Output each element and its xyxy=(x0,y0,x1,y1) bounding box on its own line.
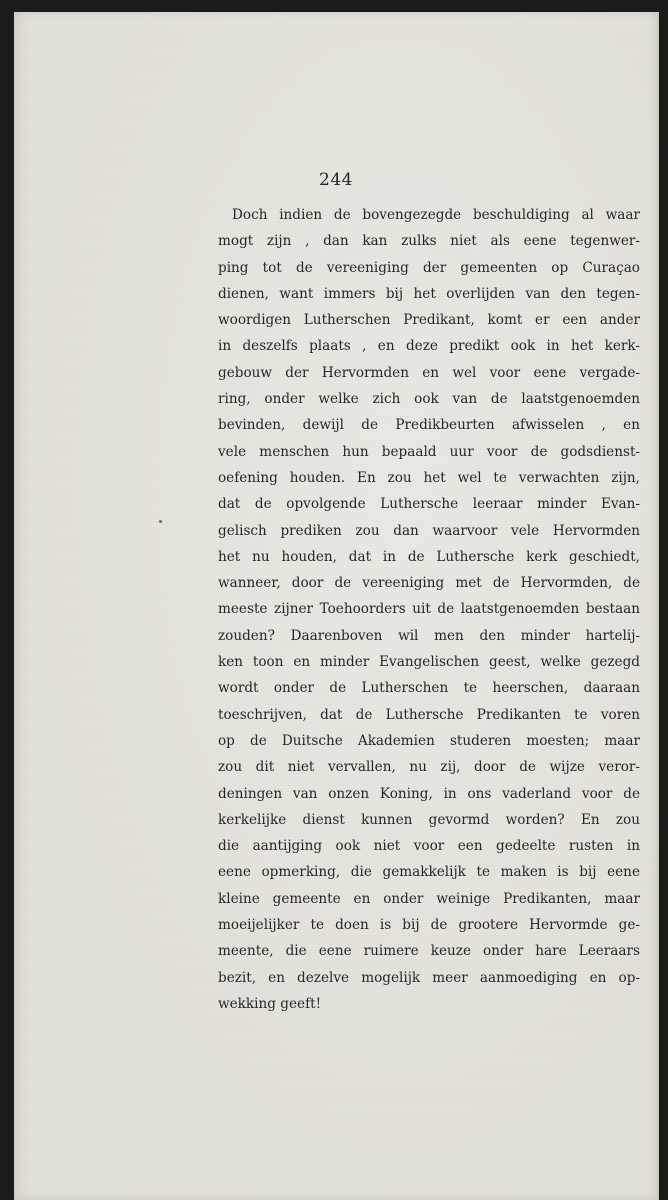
text-line: die aantijging ook niet voor een gedeelte rusten in xyxy=(218,838,640,855)
text-line: ping tot de vereeniging der gemeenten op Curaçao xyxy=(218,259,640,276)
text-line: wekking geeft! xyxy=(218,995,322,1012)
text-line: dienen, want immers bij het overlijden van den tegen- xyxy=(218,285,640,302)
text-line: bezit, en dezelve mogelijk meer aanmoediging en op- xyxy=(218,969,640,986)
text-line: gebouw der Hervormden en wel voor eene vergade- xyxy=(218,364,640,381)
text-line: bevinden, dewijl de Predikbeurten afwisselen , en xyxy=(218,417,640,434)
text-line: meente, die eene ruimere keuze onder hare Leeraars xyxy=(218,943,640,960)
text-line: mogt zijn , dan kan zulks niet als eene tegenwer- xyxy=(218,233,640,250)
text-line: toeschrijven, dat de Luthersche Predikanten te voren xyxy=(218,706,640,723)
text-line: ring, onder welke zich ook van de laatstgenoemden xyxy=(218,391,640,408)
text-line: Doch indien de bovengezegde beschuldiging al waar xyxy=(232,207,640,223)
text-line: zouden? Daarenboven wil men den minder hartelij- xyxy=(218,627,640,644)
text-line: eene opmerking, die gemakkelijk te maken is bij eene xyxy=(218,864,640,881)
book-page xyxy=(14,12,659,1200)
text-line: wordt onder de Lutherschen te heerschen, daaraan xyxy=(218,680,640,697)
text-line: meeste zijner Toehoorders uit de laatstgenoemden bestaan xyxy=(218,601,640,618)
body-text xyxy=(218,202,640,1017)
text-line: wanneer, door de vereeniging met de Hervormden, de xyxy=(218,575,640,592)
text-line: zou dit niet vervallen, nu zij, door de wijze veror- xyxy=(218,759,640,776)
text-line: gelisch prediken zou dan waarvoor vele Hervormden xyxy=(218,522,640,539)
text-line: vele menschen hun bepaald uur voor de godsdienst- xyxy=(218,443,640,460)
text-line: op de Duitsche Akademien studeren moesten; maar xyxy=(218,732,640,749)
text-line: dat de opvolgende Luthersche leeraar minder Evan- xyxy=(218,496,640,513)
text-line: oefening houden. En zou het wel te verwachten zijn, xyxy=(218,469,640,486)
page-number: 244 xyxy=(319,170,353,190)
text-line: kleine gemeente en onder weinige Predikanten, maar xyxy=(218,890,640,907)
text-line: woordigen Lutherschen Predikant, komt er een ander xyxy=(218,312,640,329)
text-line: in deszelfs plaats , en deze predikt ook in het kerk- xyxy=(218,338,640,355)
ink-spot xyxy=(159,520,162,523)
text-line: kerkelijke dienst kunnen gevormd worden? En zou xyxy=(218,811,640,828)
text-line: moeijelijker te doen is bij de grootere Hervormde ge- xyxy=(218,917,640,934)
text-line: ken toon en minder Evangelischen geest, welke gezegd xyxy=(218,654,640,671)
text-line: deningen van onzen Koning, in ons vaderland voor de xyxy=(218,785,640,802)
text-line: het nu houden, dat in de Luthersche kerk geschiedt, xyxy=(218,548,640,565)
